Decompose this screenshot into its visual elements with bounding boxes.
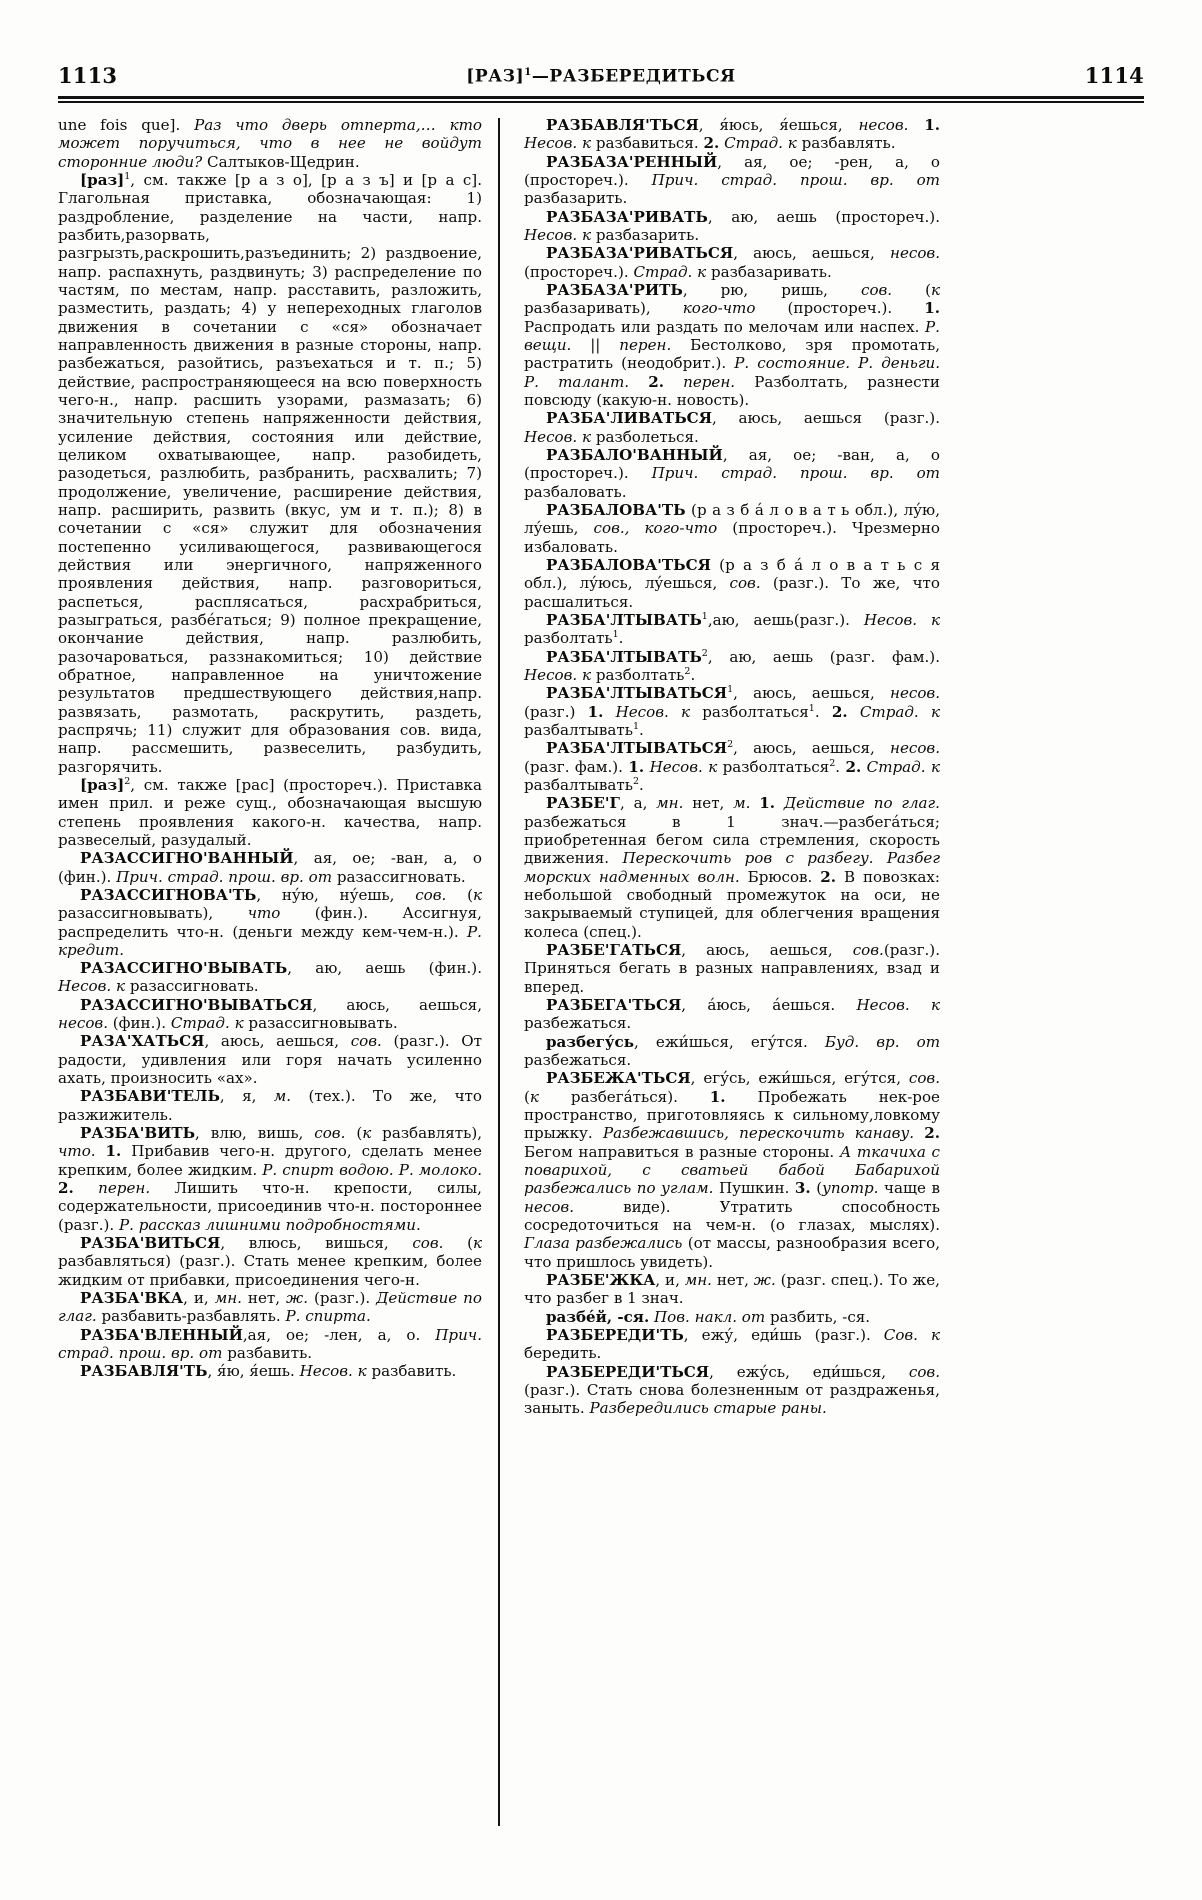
dictionary-entry: РАЗБА'ЛТЫВАТЬСЯ$^1$, аюсь, аешься, несов.(разг.) 1. Несов. к разболтаться$^1$. 2. Страд. к разбалтывать$^1$. [524, 684, 940, 740]
dictionary-entry: РАЗБЕЖА'ТЬСЯ, егу́сь, ежи́шься, егу́тся, сов. (к разбега́ться). 1. Пробежать нек-рое пространство, приготовляясь к сильному,ловкому прыжку. Разбежавшись, перескочить канаву. 2. Бегом направиться в разные стороны. А ткачиха с поварихой, с сватьей бабой Бабарихой разбежались по углам. Пушкин. 3. (употр. чаще в несов. виде). Утратить способность сосредоточиться на чем-н. (о глазах, мыслях). Глаза разбежались (от массы, разнообразия всего, что пришлось увидеть). [524, 1069, 940, 1271]
dictionary-entry: РАЗБА'ВИТЬ, влю, вишь, сов. (к разбавлять), что. 1. Прибавив чего-н. другого, сделать менее крепким, более жидким. Р. спирт водою. Р. молоко. 2. перен. Лишить что-н. крепости, силы, содержательности, присоединив что-н. постороннее (разг.). Р. рассказ лишними подробностями. [58, 1124, 483, 1234]
header-rule [58, 96, 1144, 103]
dictionary-entry: РАЗБАЛО'ВАННЫЙ, ая, ое; -ван, а, о (простореч.). Прич. страд. прош. вр. от разбаловать. [524, 445, 940, 501]
folio-left: 1113 [58, 63, 118, 88]
header-rule-thin [58, 101, 1144, 103]
running-head-after: —РАЗБЕРЕДИТЬСЯ [531, 67, 736, 87]
dictionary-entry: РАЗБАЗА'РЕННЫЙ, ая, ое; -рен, а, о (простореч.). Прич. страд. прош. вр. от разбазарить. [524, 152, 940, 208]
dictionary-entry: разбе́й, -ся. Пов. накл. от разбить, -ся. [546, 1307, 871, 1326]
dictionary-entry: РАЗБАЛОВА'ТЬСЯ (р а з б а́ л о в а т ь с я обл.), лу́юсь, лу́ешься, сов. (разг.). То же, что расшалиться. [524, 555, 940, 611]
dictionary-entry: РАЗБАВЛЯ'ТЬ, я́ю, я́ешь. Несов. к разбавить. [80, 1362, 457, 1381]
dictionary-entry: РАЗАССИГНО'ВАННЫЙ, ая, ое; -ван, а, о (фин.). Прич. страд. прош. вр. от разассигновать. [58, 849, 482, 886]
dictionary-entry: РАЗБА'ЛТЫВАТЬ$^2$, аю, аешь (разг. фам.). Несов. к разболтать$^2$. [524, 647, 940, 684]
dictionary-entry: РАЗБА'ВИТЬСЯ, влюсь, вишься, сов. (к разбавляться) (разг.). Стать менее крепким, более жидким от прибавки, присоединения чего-н. [58, 1234, 483, 1289]
header-rule-thick [58, 96, 1144, 99]
dictionary-entry: РАЗБЕ'Г, а, мн. нет, м. 1. Действие по глаг. разбежаться в 1 знач.—разбега́ться; приобретенная бегом сила стремления, скорость движения. Перескочить ров с разбегу. Разбег морских надменных волн. Брюсов. 2. В повозках: небольшой свободный промежуток на оси, не закрываемый ступицей, для облегчения вращения колеса (спец.). [524, 794, 940, 941]
dictionary-entry: РАЗБАЛОВА'ТЬ (р а з б а́ л о в а т ь обл.), лу́ю, лу́ешь, сов., кого-что (простореч.). Чрезмерно избаловать. [524, 500, 940, 556]
right-column [500, 116, 940, 1830]
dictionary-entry: РАЗАССИГНОВА'ТЬ, ну́ю, ну́ешь, сов. (к разассигновывать), что (фин.). Ассигнуя, распределить что-н. (деньги между кем-чем-н.). Р. кредит. [58, 885, 482, 959]
dictionary-entry: РАЗА'ХАТЬСЯ, аюсь, аешься, сов. (разг.). От радости, удивления или горя начать усиленно ахать, произносить «ах». [58, 1032, 482, 1088]
dictionary-entry: [раз]$^1$, см. также [р а з о], [р а з ъ] и [р а с]. Глагольная приставка, обозначающая: 1) раздробление, разделение на части, напр. разбить,разорвать, разгрызть,раскрошить,разъединить; 2) раздвоение, напр. распахнуть, раздвинуть; 3) распределение по частям, по местам, напр. расставить, разложить, разместить, раздать; 4) у непереходных глаголов движения в сочетании с «ся» обозначает направленность движения в разные стороны, напр. разбежаться, разойтись, разъехаться и т. п.; 5) действие, распространяющееся на всю поверхность чего-н., напр. расшить узорами, размазать; 6) значительную степень напряженности действия, усиление действия, состояния или действие, целиком охватывающее, напр. разобидеть, разодеться, разлюбить, разбранить, расхвалить; 7) продолжение, увеличение, расширение действия, напр. расширить, развить (вкус, ум и т. п.); 8) в сочетании с «ся» служит для обозначения постепенно усиливающегося, развивающегося действия или энергичного, напряженного проявления действия, напр. разговориться, распеться, расплясаться, расхрабриться, разыграться, разбе́гаться; 9) полное прекращение, окончание действия, напр. разлюбить, разочароваться, раззнакомиться; 10) действие обратное, направленное на уничтожение результатов предшествующего действия,напр. развязать, размотать, раскрутить, раздеть, распрячь; 11) служит для образования сов. вида, напр. рассмешить, развеселить, разбудить, разгорячить. [58, 170, 482, 776]
dictionary-entry: РАЗБА'ВКА, и, мн. нет, ж. (разг.). Действие по глаг. разбавить-разбавлять. Р. спирта. [58, 1289, 482, 1326]
dictionary-entry: РАЗБА'ЛИВАТЬСЯ, аюсь, аешься (разг.). Несов. к разболеться. [524, 409, 940, 446]
running-head [466, 68, 735, 86]
page-header [58, 52, 1144, 86]
dictionary-entry: [раз]$^2$, см. также [рас] (простореч.). Приставка имен прил. и реже сущ., обозначающая высшую степень проявления какого-н. качества, напр. развеселый, разудалый. [58, 775, 482, 849]
dictionary-entry: РАЗБАЗА'РИВАТЬСЯ, аюсь, аешься, несов. (простореч.). Страд. к разбазаривать. [524, 244, 940, 281]
dictionary-entry: РАЗБЕ'ГАТЬСЯ, аюсь, аешься, сов.(разг.). Приняться бегать в разных направлениях, взад и вперед. [524, 941, 940, 996]
dictionary-entry: РАЗБЕРЕДИ'ТЬ, ежу́, еди́шь (разг.). Сов. к бередить. [524, 1325, 940, 1363]
folio-right: 1114 [1084, 63, 1144, 88]
dictionary-entry: РАЗБЕГА'ТЬСЯ, а́юсь, а́ешься. Несов. к разбежаться. [524, 996, 940, 1033]
dictionary-entry: РАЗАССИГНО'ВЫВАТЬСЯ, аюсь, аешься, несов. (фин.). Страд. к разассигновывать. [58, 995, 482, 1033]
running-head-before: [РАЗ] [466, 67, 525, 87]
running-head-superscript: 1 [524, 67, 532, 79]
dictionary-entry: РАЗАССИГНО'ВЫВАТЬ, аю, аешь (фин.). Несов. к разассигновать. [58, 959, 482, 996]
dictionary-entry: РАЗБАВИ'ТЕЛЬ, я, м. (тех.). То же, что разжижитель. [58, 1087, 482, 1124]
dictionary-entry: РАЗБЕРЕДИ'ТЬСЯ, ежу́сь, еди́шься, сов. (разг.). Стать снова болезненным от раздраженья, заныть. Разбередились старые раны. [524, 1362, 940, 1418]
dictionary-entry: РАЗБА'ЛТЫВАТЬ$^1$,аю, аешь(разг.). Несов. к разболтать$^1$. [524, 610, 941, 648]
dictionary-entry: РАЗБА'ВЛЕННЫЙ,ая, ое; -лен, а, о. Прич. страд. прош. вр. от разбавить. [58, 1325, 482, 1363]
column-container [58, 116, 1144, 1830]
entry-continuation: une fois que]. Раз что дверь отперта,… кто может поручиться, что в нее не войдут сторонние люди? Салтыков-Щедрин. [58, 116, 482, 171]
dictionary-entry: РАЗБАВЛЯ'ТЬСЯ, я́юсь, я́ешься, несов. 1. Несов. к разбавиться. 2. Страд. к разбавлять. [524, 116, 940, 153]
dictionary-entry: разбегу́сь, ежи́шься, егу́тся. Буд. вр. от разбежаться. [524, 1032, 941, 1070]
dictionary-entry: РАЗБА'ЛТЫВАТЬСЯ$^2$, аюсь, аешься, несов. (разг. фам.). 1. Несов. к разболтаться$^2$. 2. Страд. к разбалтывать$^2$. [524, 739, 940, 795]
dictionary-entry: РАЗБАЗА'РИТЬ, рю, ришь, сов. (к разбазаривать), кого-что (простореч.). 1. Распродать или раздать по мелочам или наспех. Р. вещи. || перен. Бестолково, зря промотать, растратить (неодобрит.). Р. состояние. Р. деньги. Р. талант. 2. перен. Разболтать, разнести повсюду (какую-н. новость). [524, 280, 941, 409]
dictionary-entry: РАЗБЕ'ЖКА, и, мн. нет, ж. (разг. спец.). То же, что разбег в 1 знач. [524, 1270, 940, 1308]
dictionary-entry: РАЗБАЗА'РИВАТЬ, аю, аешь (простореч.). Несов. к разбазарить. [524, 207, 940, 244]
left-column [58, 116, 498, 1830]
